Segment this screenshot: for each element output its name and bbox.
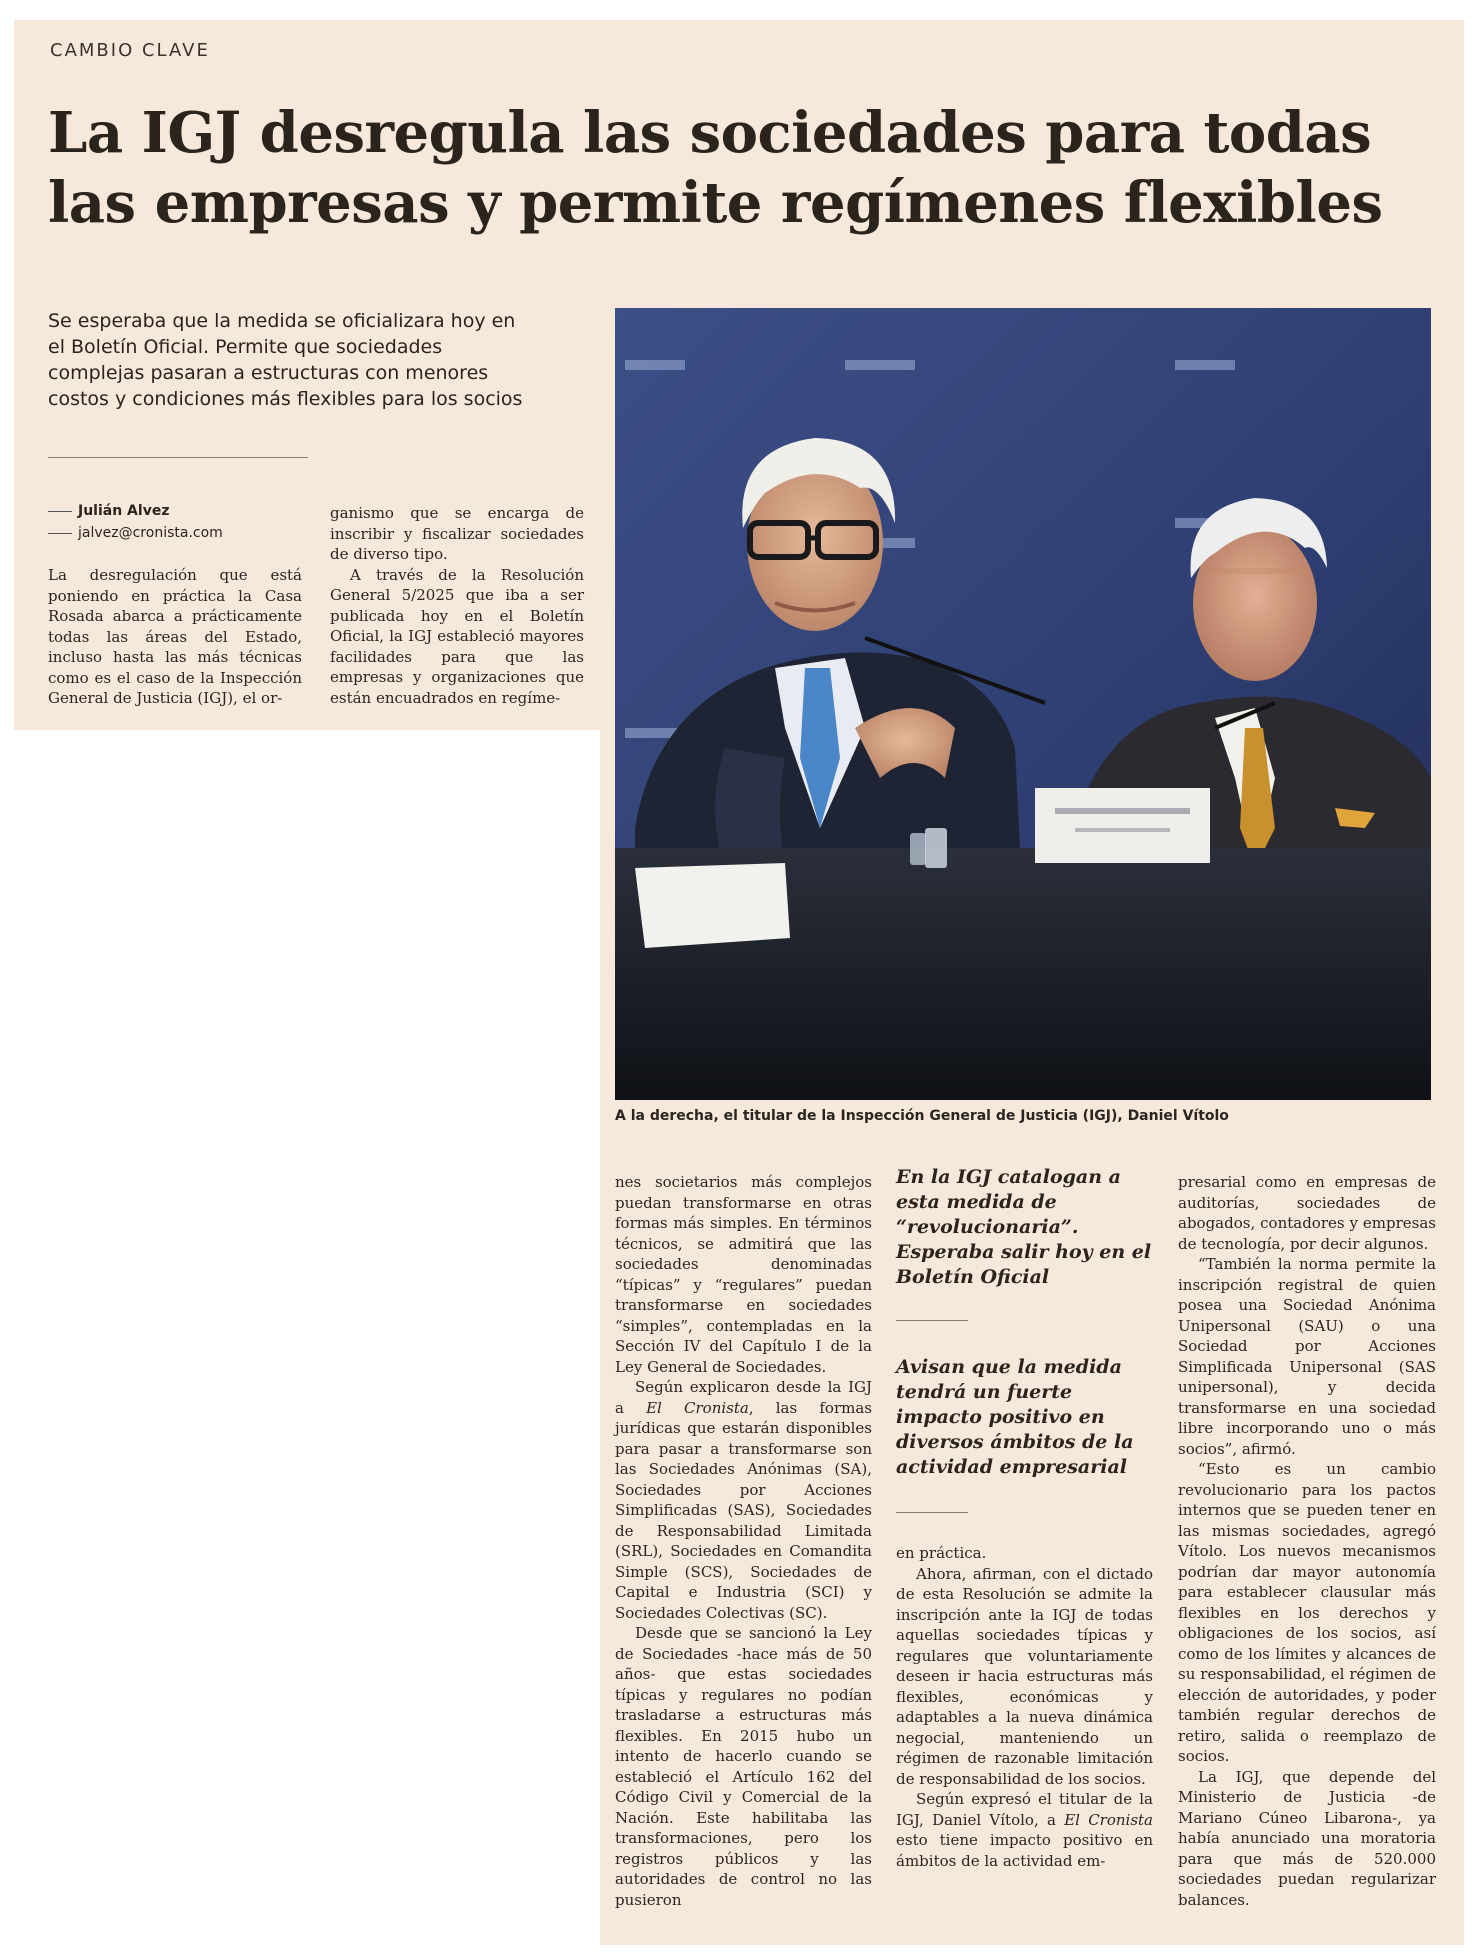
section-kicker: CAMBIO CLAVE xyxy=(50,40,210,61)
pull-quote-line: “revolucionaria”. xyxy=(896,1216,1079,1238)
pull-quote-line: impacto positivo en xyxy=(896,1406,1105,1428)
paragraph: presarial como en empresas de auditorías, sociedades de abogados, contadores y empresas de tecnología, por decir algunos. xyxy=(1178,1173,1436,1253)
subheadline-line: costos y condiciones más flexibles para los socios xyxy=(48,388,523,410)
paragraph-text: , las formas jurídicas que estarán disponibles para pasar a transformarse son las Sociedades Anónimas (SA), Sociedades por Acciones Simplificadas (SAS), Sociedades de Responsabilidad Limitada (SRL), Sociedades en Comandita Simple (SCS), Sociedades de Capital e Industria (SCI) y Sociedades Colectivas (SC). xyxy=(615,1398,872,1622)
author-name: Julián Alvez xyxy=(78,503,170,519)
pull-quote-line: diversos ámbitos de la xyxy=(896,1431,1134,1453)
subheadline-line: complejas pasaran a estructuras con menores xyxy=(48,362,489,384)
pull-quote-line: esta medida de xyxy=(896,1191,1057,1213)
divider xyxy=(896,1512,968,1513)
paragraph: Desde que se sancionó la Ley de Sociedades -hace más de 50 años- que estas sociedades típicas y regulares no podían trasladarse a estructuras más flexibles. En 2015 hubo un intento de hacerlo cuando se estableció el Artículo 162 del Código Civil y Comercial de la Nación. Este habilitaba las transformaciones, pero los registros públicos y las autoridades de control no las pusieron xyxy=(615,1624,872,1909)
headline-line: las empresas y permite regímenes flexibles xyxy=(48,170,1383,236)
paragraph xyxy=(615,1377,872,1623)
photo-illustration xyxy=(615,308,1431,1100)
pull-quote-1 xyxy=(896,1165,1151,1290)
body-column-1 xyxy=(48,565,302,709)
body-column-4 xyxy=(896,1543,1153,1871)
byline xyxy=(48,500,223,544)
divider xyxy=(896,1320,968,1321)
paragraph: La desregulación que está poniendo en práctica la Casa Rosada abarca a prácticamente todas las áreas del Estado, incluso hasta las más técnicas como es el caso de la Inspección General de Justicia (IGJ), el or- xyxy=(48,566,302,707)
byline-dash xyxy=(48,533,72,534)
body-column-3 xyxy=(615,1172,872,1910)
publication-name: El Cronista xyxy=(1064,1810,1153,1829)
photo-caption: A la derecha, el titular de la Inspección General de Justicia (IGJ), Daniel Vítolo xyxy=(615,1108,1229,1124)
body-column-5 xyxy=(1178,1172,1436,1910)
paragraph: A través de la Resolución General 5/2025 que iba a ser publicada hoy en el Boletín Oficial, la IGJ estableció mayores facilidades para que las empresas y organizaciones que están encuadrados en regíme- xyxy=(330,565,584,707)
divider xyxy=(48,457,308,458)
pull-quote-line: Boletín Oficial xyxy=(896,1266,1050,1288)
pull-quote-line: tendrá un fuerte xyxy=(896,1381,1073,1403)
subheadline-line: el Boletín Oficial. Permite que sociedades xyxy=(48,336,443,358)
pull-quote-line: Avisan que la medida xyxy=(896,1356,1122,1378)
paragraph: La IGJ, que depende del Ministerio de Justicia -de Mariano Cúneo Libarona-, ya había anunciado una moratoria para que más de 520.000 sociedades puedan regularizar balances. xyxy=(1178,1767,1436,1909)
paragraph: en práctica. xyxy=(896,1544,987,1562)
article-photo xyxy=(615,308,1431,1100)
paragraph: nes societarios más complejos puedan transformarse en otras formas más simples. En términos técnicos, se admitirá que las sociedades denominadas “típicas” y “regulares” puedan transformarse en sociedades “simples”, contempladas en la Sección IV del Capítulo I de la Ley General de Sociedades. xyxy=(615,1173,872,1376)
subheadline xyxy=(48,308,523,412)
pull-quote-2 xyxy=(896,1355,1134,1480)
paragraph: Ahora, afirman, con el dictado de esta Resolución se admite la inscripción ante la IGJ de todas aquellas sociedades típicas y regulares que voluntariamente deseen ir hacia estructuras más flexibles, económicas y adaptables a la nueva dinámica negocial, manteniendo un régimen de razonable limitación de responsabilidad de los socios. xyxy=(896,1564,1153,1788)
paragraph-text: esto tiene impacto positivo en ámbitos de la actividad em- xyxy=(896,1831,1153,1870)
pull-quote-line: En la IGJ catalogan a xyxy=(896,1166,1121,1188)
paragraph: “También la norma permite la inscripción registral de quien posea una Sociedad Anónima Unipersonal (SAU) o una Sociedad por Acciones Simplificada Unipersonal (SAS unipersonal), y decida transformarse en una sociedad libre incorporando uno o más socios”, afirmó. xyxy=(1178,1255,1436,1458)
pull-quote-line: actividad empresarial xyxy=(896,1456,1127,1478)
publication-name: El Cronista xyxy=(646,1398,749,1417)
paragraph: “Esto es un cambio revolucionario para los pactos internos que se pueden tener en las mismas sociedades, agregó Vítolo. Los nuevos mecanismos podrían dar mayor autonomía para establecer clausular más flexibles en los derechos y obligaciones de los socios, así como de los límites y alcances de su responsabilidad, el régimen de elección de autoridades, y poder también regular derechos de retiro, salida o reemplazo de socios. xyxy=(1178,1460,1436,1765)
paragraph xyxy=(896,1789,1153,1871)
headline-line: La IGJ desregula las sociedades para todas xyxy=(48,100,1372,166)
headline xyxy=(48,98,1448,238)
author-email: jalvez@cronista.com xyxy=(78,525,223,541)
byline-dash xyxy=(48,511,72,512)
subheadline-line: Se esperaba que la medida se oficializara hoy en xyxy=(48,310,516,332)
pull-quote-line: Esperaba salir hoy en el xyxy=(896,1241,1152,1263)
body-column-2 xyxy=(330,503,584,708)
paragraph-text: Según explicaron desde la IGJ a xyxy=(615,1378,872,1417)
paragraph-text: Según expresó el titular de la IGJ, Daniel Vítolo, a xyxy=(896,1790,1153,1829)
paragraph: ganismo que se encarga de inscribir y fiscalizar sociedades de diverso tipo. xyxy=(330,504,584,563)
